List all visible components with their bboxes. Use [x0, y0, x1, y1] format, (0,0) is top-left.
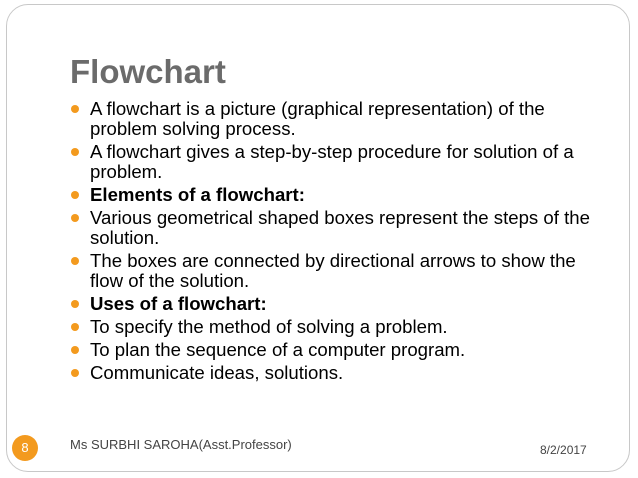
bullet-item	[71, 317, 596, 337]
bullet-text: The boxes are connected by directional arrows to show the flow of the solution.	[90, 250, 576, 291]
bullet-item-heading	[71, 294, 596, 314]
bullet-dot-icon	[71, 300, 79, 308]
bullet-text: Uses of a flowchart:	[90, 293, 267, 314]
bullet-dot-icon	[71, 148, 79, 156]
bullet-text: To specify the method of solving a problem.	[90, 316, 448, 337]
bullet-text: To plan the sequence of a computer program.	[90, 339, 466, 360]
bullet-item	[71, 142, 596, 182]
bullet-item	[71, 99, 596, 139]
bullet-item	[71, 340, 596, 360]
bullet-text: A flowchart gives a step-by-step procedure for solution of a problem.	[90, 141, 574, 182]
slide-title: Flowchart	[70, 53, 226, 90]
bullet-item	[71, 363, 596, 383]
footer-date: 8/2/2017	[540, 443, 587, 457]
bullet-dot-icon	[71, 369, 79, 377]
bullet-text: Elements of a flowchart:	[90, 184, 305, 205]
bullet-text: A flowchart is a picture (graphical representation) of the problem solving process.	[90, 98, 545, 139]
bullet-text: Various geometrical shaped boxes represent the steps of the solution.	[90, 207, 590, 248]
bullet-item-heading	[71, 185, 596, 205]
bullet-dot-icon	[71, 257, 79, 265]
bullet-item	[71, 208, 596, 248]
bullet-dot-icon	[71, 346, 79, 354]
bullet-dot-icon	[71, 105, 79, 113]
bullet-dot-icon	[71, 323, 79, 331]
bullet-list	[71, 99, 596, 386]
slide-number-badge: 8	[12, 435, 38, 461]
bullet-dot-icon	[71, 191, 79, 199]
footer-author: Ms SURBHI SAROHA(Asst.Professor)	[70, 437, 292, 452]
bullet-text: Communicate ideas, solutions.	[90, 362, 344, 383]
bullet-item	[71, 251, 596, 291]
bullet-dot-icon	[71, 214, 79, 222]
